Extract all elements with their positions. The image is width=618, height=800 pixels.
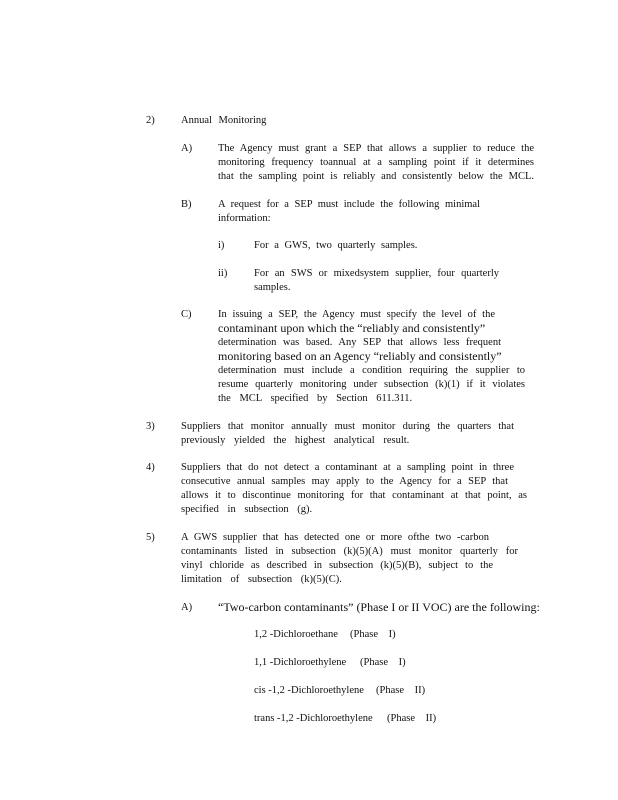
item-4-line-2: consecutive annual samples may apply to the Agency for a SEP that xyxy=(181,476,508,487)
item-5-line-4: limitation of subsection (k)(5)(C). xyxy=(181,574,342,585)
item-3-number: 3) xyxy=(146,421,155,432)
item-2b-ii-line-2: samples. xyxy=(254,282,291,293)
contaminant-name-2: 1,1 -Dichloroethylene xyxy=(254,657,347,668)
item-2c-line-4: monitoring based on an Agency “reliably and consistently” xyxy=(218,349,502,363)
item-5a-text: “Two-carbon contaminants” (Phase I or II VOC) are the following: xyxy=(218,600,540,614)
item-2c-line-6: resume quarterly monitoring under subsection (k)(1) if it violates xyxy=(218,379,525,390)
contaminant-name-4: trans -1,2 -Dichloroethylene xyxy=(254,713,373,724)
item-2b-i-text: For a GWS, two quarterly samples. xyxy=(254,240,418,251)
item-2a-line-3: that the sampling point is reliably and consistently below the MCL. xyxy=(218,171,534,182)
contaminant-phase-4: (Phase II) xyxy=(387,713,437,724)
item-2-title: Annual Monitoring xyxy=(181,115,267,126)
item-2b-ii-label: ii) xyxy=(218,268,228,279)
item-4-line-3: allows it to discontinue monitoring for that contaminant at that point, as xyxy=(181,490,527,501)
item-4-line-4: specified in subsection (g). xyxy=(181,504,313,515)
item-2a-label: A) xyxy=(181,143,193,154)
contaminant-name-1: 1,2 -Dichloroethane xyxy=(254,629,338,640)
item-4-line-1: Suppliers that do not detect a contaminant at a sampling point in three xyxy=(181,462,514,473)
contaminant-phase-3: (Phase II) xyxy=(376,685,426,696)
item-2c-line-2: contaminant upon which the “reliably and consistently” xyxy=(218,321,486,335)
item-2c-line-1: In issuing a SEP, the Agency must specify the level of the xyxy=(218,309,495,320)
item-2-number: 2) xyxy=(146,115,155,126)
item-5-line-2: contaminants listed in subsection (k)(5)(A) must monitor quarterly for xyxy=(181,546,518,557)
contaminant-name-3: cis -1,2 -Dichloroethylene xyxy=(254,685,364,696)
item-2a-line-2: monitoring frequency toannual at a sampling point if it determines xyxy=(218,157,534,168)
item-2c-line-7: the MCL specified by Section 611.311. xyxy=(218,393,413,404)
contaminant-phase-1: (Phase I) xyxy=(350,629,396,640)
item-3-line-2: previously yielded the highest analytical result. xyxy=(181,435,410,446)
item-2b-line-1: A request for a SEP must include the following minimal xyxy=(218,199,480,210)
item-5-number: 5) xyxy=(146,532,155,543)
item-4-number: 4) xyxy=(146,462,155,473)
item-2b-line-2: information: xyxy=(218,213,271,224)
item-2c-line-5: determination must include a condition requiring the supplier to xyxy=(218,365,525,376)
item-5-line-1: A GWS supplier that has detected one or more ofthe two -carbon xyxy=(181,532,489,543)
item-2b-i-label: i) xyxy=(218,240,225,251)
item-5-line-3: vinyl chloride as described in subsection (k)(5)(B), subject to the xyxy=(181,560,493,571)
item-2b-label: B) xyxy=(181,199,192,210)
item-3-line-1: Suppliers that monitor annually must monitor during the quarters that xyxy=(181,421,514,432)
item-2c-line-3: determination was based. Any SEP that allows less frequent xyxy=(218,337,501,348)
item-2a-line-1: The Agency must grant a SEP that allows a supplier to reduce the xyxy=(218,143,534,154)
item-5a-label: A) xyxy=(181,602,193,613)
contaminant-phase-2: (Phase I) xyxy=(360,657,406,668)
item-2b-ii-line-1: For an SWS or mixedsystem supplier, four quarterly xyxy=(254,268,499,279)
item-2c-label: C) xyxy=(181,309,192,320)
